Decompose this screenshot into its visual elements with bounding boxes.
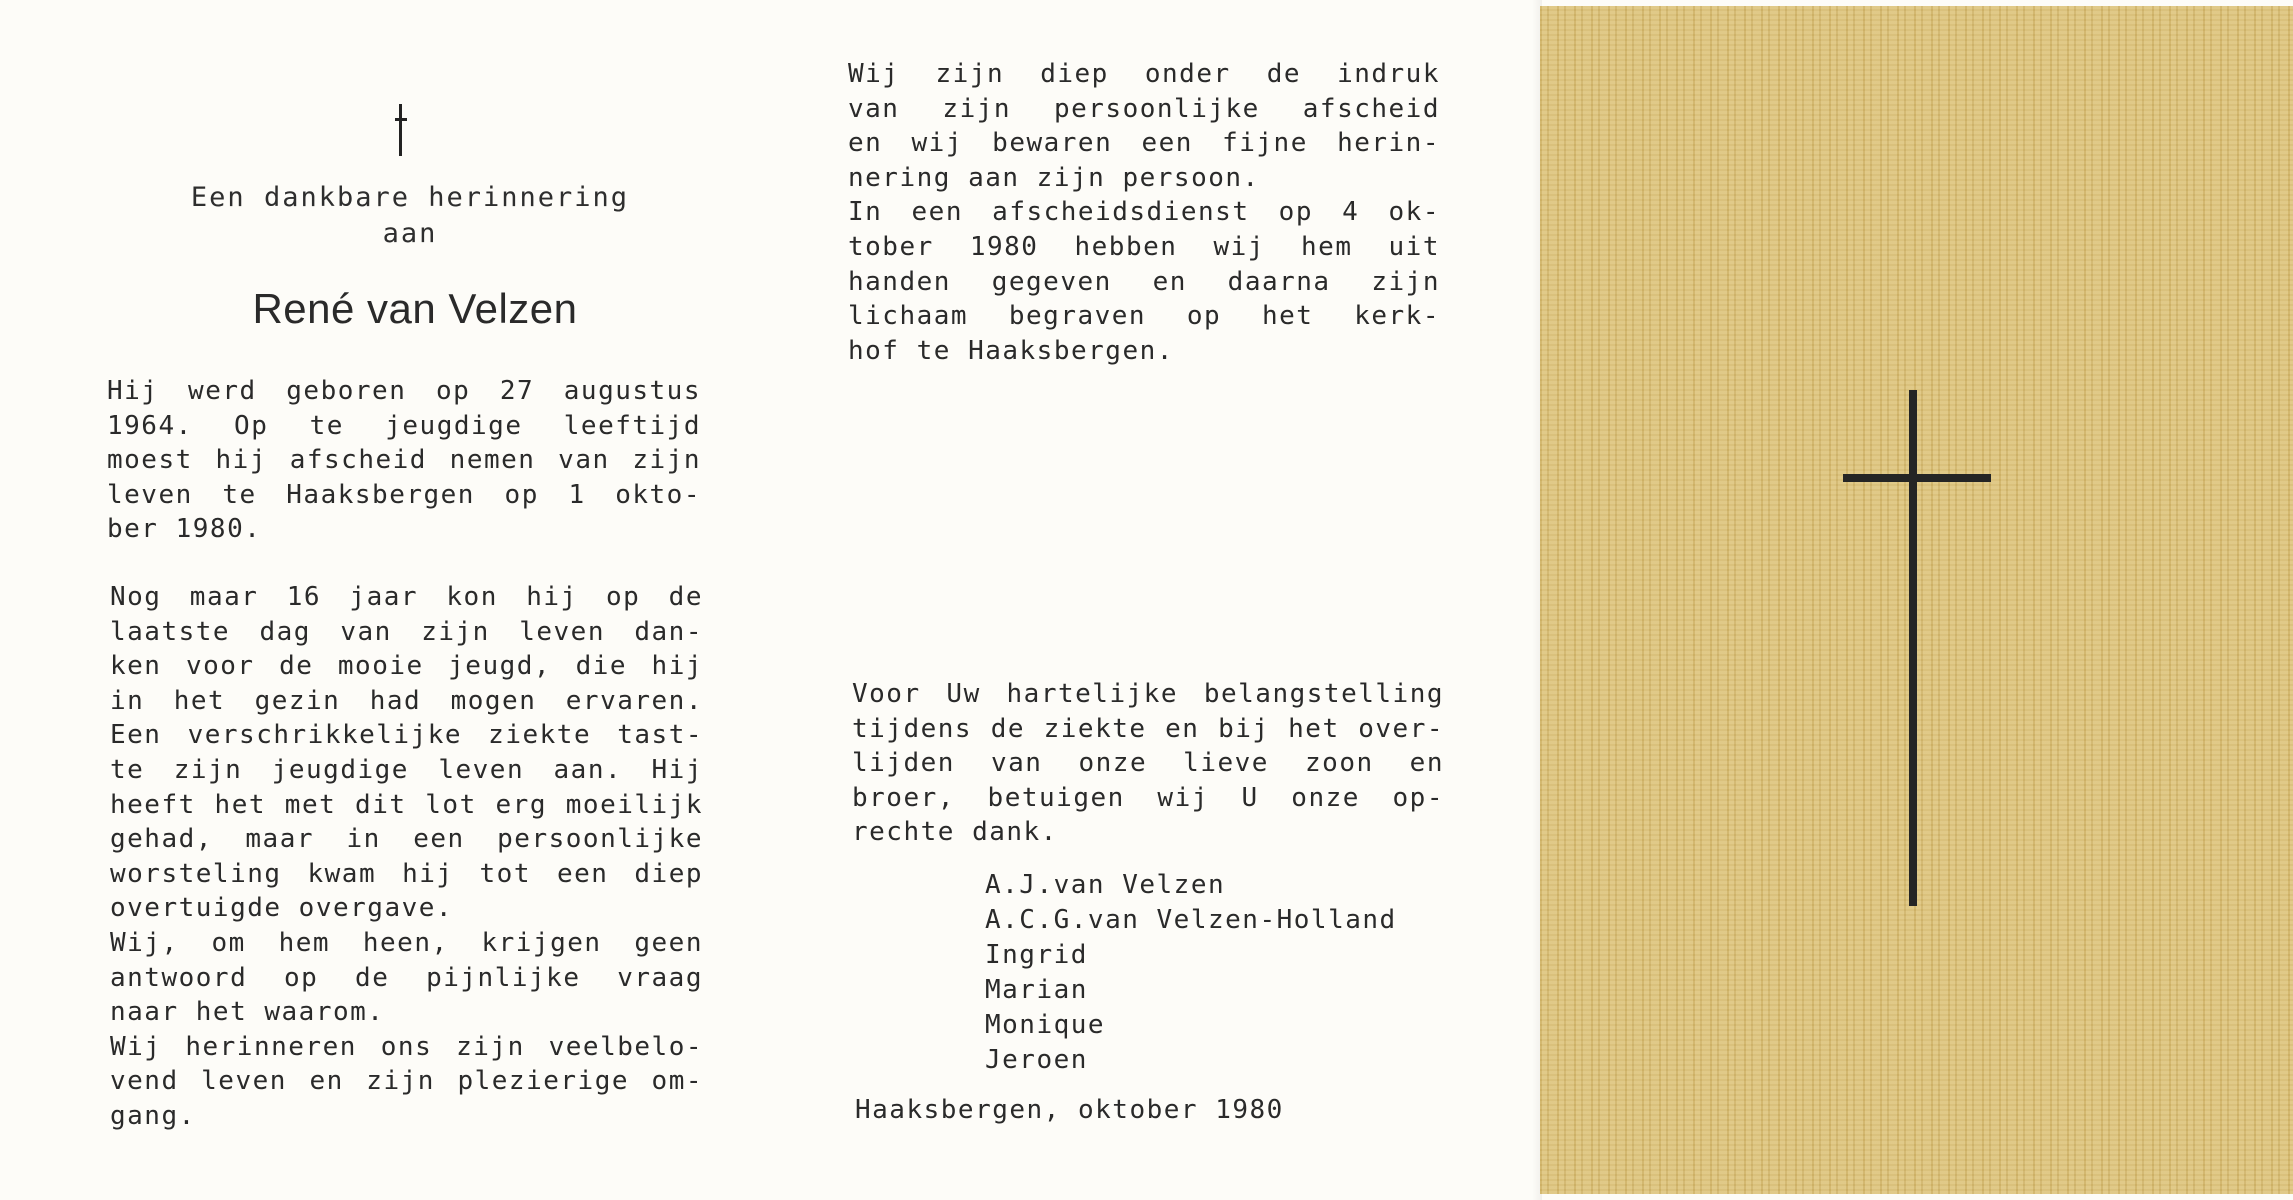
text-line: van zijn persoonlijke afscheid [848, 93, 1440, 124]
text-line: ken voor de mooie jeugd, die hij [110, 651, 703, 682]
text-line: ber 1980. [107, 514, 262, 545]
text-line: heeft het met dit lot erg moeilijk [110, 789, 703, 820]
text-line: hof te Haaksbergen. [848, 335, 1174, 366]
signatory: Jeroen [985, 1045, 1088, 1075]
text-line: en wij bewaren een fijne herin- [848, 128, 1440, 159]
text-line: te zijn jeugdige leven aan. Hij [110, 754, 703, 785]
text-line: tijdens de ziekte en bij het over- [852, 713, 1444, 744]
text-line: vend leven en zijn plezierige om- [110, 1066, 703, 1097]
text-line: leven te Haaksbergen op 1 okto- [107, 479, 701, 510]
thanks-paragraph [852, 677, 1444, 850]
text-line: worsteling kwam hij tot een diep [110, 858, 703, 889]
signatories-list [985, 868, 1397, 1078]
birth-paragraph [107, 374, 701, 547]
text-line: gehad, maar in een persoonlijke [110, 824, 703, 855]
deceased-name: René van Velzen [252, 285, 578, 332]
text-line: in het gezin had mogen ervaren. [110, 685, 703, 716]
text-line: tober 1980 hebben wij hem uit [848, 231, 1440, 262]
text-line: broer, betuigen wij U onze op- [852, 782, 1444, 813]
text-line: naar het waarom. [110, 997, 385, 1028]
signatory: A.C.G.van Velzen-Holland [985, 905, 1397, 935]
large-cross-icon [1909, 390, 1917, 906]
text-line: lichaam begraven op het kerk- [848, 301, 1440, 332]
signatory: Ingrid [985, 940, 1088, 970]
text-line: lijden van onze lieve zoon en [852, 748, 1444, 779]
place-date: Haaksbergen, oktober 1980 [855, 1095, 1284, 1125]
text-line: moest hij afscheid nemen van zijn [107, 445, 701, 476]
text-line: handen gegeven en daarna zijn [848, 266, 1440, 297]
text-line: laatste dag van zijn leven dan- [110, 616, 703, 647]
signatory: Monique [985, 1010, 1106, 1040]
text-line: nering aan zijn persoon. [848, 162, 1260, 193]
signatory: Marian [985, 975, 1088, 1005]
text-line: Nog maar 16 jaar kon hij op de [110, 582, 703, 612]
text-line: Wij herinneren ons zijn veelbelo- [110, 1031, 703, 1062]
small-cross-icon [395, 104, 407, 156]
text-line: Wij, om hem heen, krijgen geen [110, 927, 703, 958]
large-cross-icon-bar [1843, 474, 1991, 482]
text-line: Een verschrikkelijke ziekte tast- [110, 720, 703, 751]
text-line: 1964. Op te jeugdige leeftijd [107, 410, 701, 441]
text-line: Wij zijn diep onder de indruk [848, 59, 1440, 89]
text-line: rechte dank. [852, 817, 1058, 848]
intro-line: Een dankbare herinnering [190, 182, 630, 213]
text-line: gang. [110, 1100, 196, 1131]
text-line: Voor Uw hartelijke belangstelling [852, 679, 1444, 709]
text-line: overtuigde overgave. [110, 893, 454, 924]
text-line: antwoord op de pijnlijke vraag [110, 962, 703, 993]
farewell-paragraph [848, 57, 1440, 368]
life-paragraph [110, 580, 703, 1134]
text-line: Hij werd geboren op 27 augustus [107, 376, 701, 406]
intro-line-aan: aan [382, 218, 438, 249]
text-line: In een afscheidsdienst op 4 ok- [848, 197, 1440, 228]
signatory: A.J.van Velzen [985, 870, 1226, 900]
